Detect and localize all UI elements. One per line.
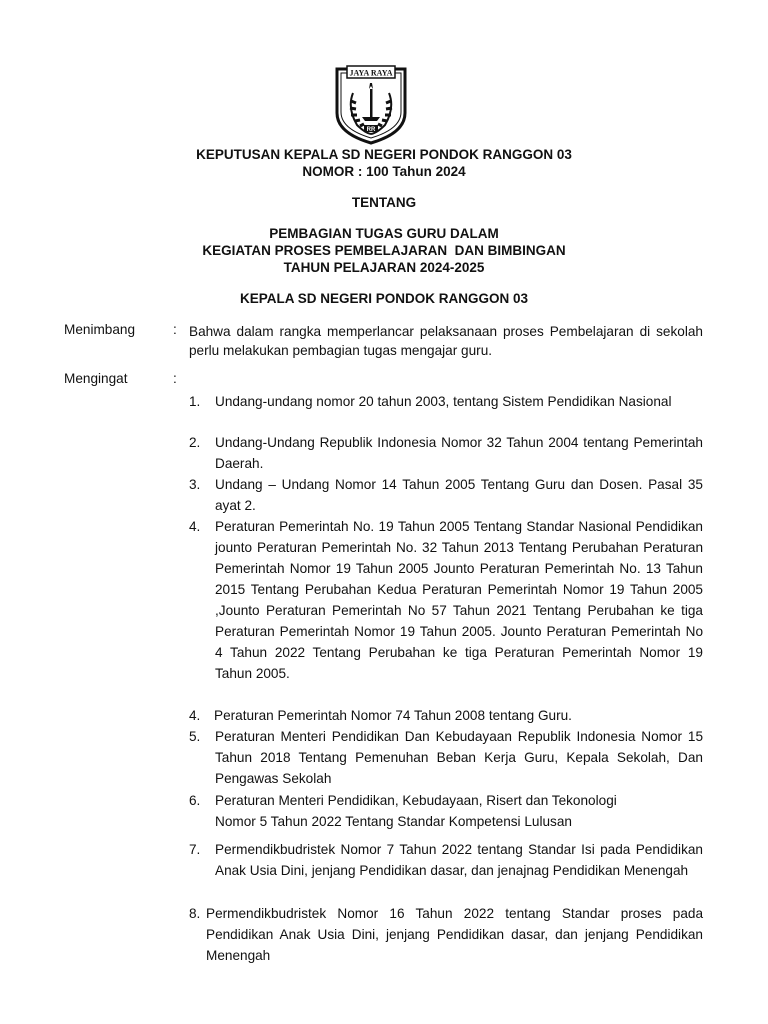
jaya-raya-emblem	[331, 63, 411, 145]
decree-heading	[0, 146, 768, 180]
list-item-text: Peraturan Pemerintah No. 19 Tahun 2005 Tentang Standar Nasional Pendidikan jounto Peraturan Pemerintah No. 32 Tahun 2013 Tentang Perubahan Peraturan Pemerintah Nomor 19 Tahun 2005 Jounto Peraturan Pemerintah No. 13 Tahun 2015 Tentang Perubahan Kedua Peraturan Pemerintah Nomor 19 Tahun 2005 ,Jounto Peraturan Pemerintah No 57 Tahun 2021 Tentang Perubahan ke tiga Peraturan Pemerintah Nomor 19 Tahun 2005. Jounto Peraturan Pemerintah No 4 Tahun 2022 Tentang Perubahan ke tiga Peraturan Pemerintah Nomor 19 Tahun 2005.	[215, 519, 703, 681]
list-item-number: 6.	[189, 793, 201, 808]
list-item-text: Permendikbudristek Nomor 16 Tahun 2022 tentang Standar proses pada Pendidikan Anak Usia Dini, jenjang Pendidikan dasar, dan jenjang Pendidikan Menengah	[206, 906, 703, 963]
mengingat-colon: :	[173, 371, 177, 386]
list-item-number: 4.	[189, 708, 201, 723]
tentang-label: TENTANG	[351, 195, 417, 210]
decree-title: KEPUTUSAN KEPALA SD NEGERI PONDOK RANGGON 03	[196, 147, 572, 162]
menimbang-label: Menimbang	[64, 322, 136, 337]
subject-line-2: KEGIATAN PROSES PEMBELAJARAN DAN BIMBINGAN	[202, 243, 566, 258]
list-item-text: Undang-undang nomor 20 tahun 2003, tentang Sistem Pendidikan Nasional	[215, 394, 672, 409]
list-item-text: Undang-Undang Republik Indonesia Nomor 32 Tahun 2004 tentang Pemerintah Daerah.	[215, 435, 703, 471]
list-item-text: Undang – Undang Nomor 14 Tahun 2005 Tentang Guru dan Dosen. Pasal 35 ayat 2.	[215, 477, 703, 513]
issuer-title: KEPALA SD NEGERI PONDOK RANGGON 03	[239, 291, 529, 306]
list-item-number: 3.	[189, 477, 201, 492]
mengingat-label: Mengingat	[64, 371, 128, 386]
list-item-number: 8.	[189, 906, 201, 921]
list-item-text: Permendikbudristek Nomor 7 Tahun 2022 tentang Standar Isi pada Pendidikan Anak Usia Dini, jenjang Pendidikan dasar, dan jenajnag Pendidikan Menengah	[215, 842, 703, 878]
logo-bottom-text: RR	[366, 127, 376, 133]
list-item-number: 4.	[189, 519, 201, 534]
subject-line-1: PEMBAGIAN TUGAS GURU DALAM	[269, 226, 499, 241]
list-item-number: 7.	[189, 842, 201, 857]
list-item-text: Peraturan Menteri Pendidikan, Kebudayaan, Risert dan Tekonologi Nomor 5 Tahun 2022 Tentang Standar Kompetensi Lulusan	[215, 793, 617, 829]
list-item-number: 5.	[189, 729, 201, 744]
menimbang-text: Bahwa dalam rangka memperlancar pelaksanaan proses Pembelajaran di sekolah perlu melakukan pembagian tugas mengajar guru.	[189, 324, 703, 358]
tentang-heading	[0, 194, 768, 211]
list-item-number: 2.	[189, 435, 201, 450]
list-item-text: Peraturan Pemerintah Nomor 74 Tahun 2008 tentang Guru.	[214, 708, 572, 723]
decree-number: NOMOR : 100 Tahun 2024	[302, 164, 466, 179]
menimbang-colon: :	[173, 322, 177, 337]
list-item-text: Peraturan Menteri Pendidikan Dan Kebudayaan Republik Indonesia Nomor 15 Tahun 2018 Tentang Pemenuhan Beban Kerja Guru, Kepala Sekolah, Dan Pengawas Sekolah	[215, 729, 703, 786]
subject-line-3: TAHUN PELAJARAN 2024-2025	[283, 260, 485, 275]
logo-text: JAYA RAYA	[349, 68, 393, 78]
issuer-heading	[0, 290, 768, 307]
decree-subject	[0, 225, 768, 276]
list-item-number: 1.	[189, 394, 201, 409]
